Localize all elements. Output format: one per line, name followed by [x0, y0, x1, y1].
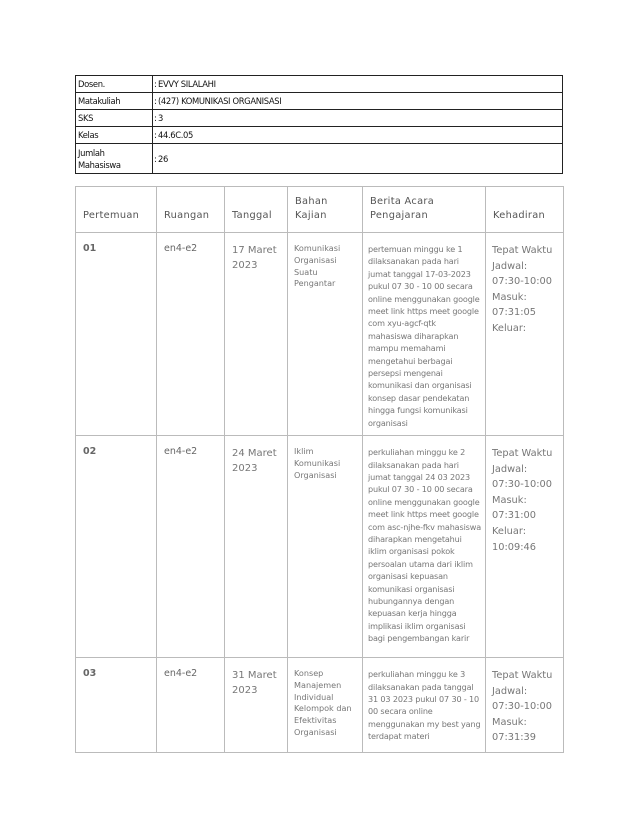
dosen-label: Dosen. [76, 76, 153, 93]
table-row [76, 233, 564, 436]
info-row-dosen [76, 76, 563, 93]
header-bahan-kajian: Bahan Kajian [288, 187, 363, 233]
separator: : [154, 96, 157, 106]
table-header-row [76, 187, 564, 233]
masuk-value: 07:31:00 [492, 510, 536, 522]
pertemuan-cell: 03 [76, 658, 157, 753]
masuk-value: 07:31:39 [492, 732, 536, 744]
jadwal-value: 07:30-10:00 [492, 276, 553, 288]
separator: : [154, 153, 157, 164]
berita-acara-cell: perkuliahan minggu ke 3 dilaksanakan pada tanggal 31 03 2023 pukul 07 30 - 10 00 secara online menggunakan my best yang terdapat materi [363, 658, 486, 753]
pertemuan-cell: 02 [76, 436, 157, 658]
matakuliah-label: Matakuliah [76, 93, 153, 110]
info-row-matakuliah [76, 93, 563, 110]
ruangan-cell: en4-e2 [157, 233, 225, 436]
header-ruangan: Ruangan [157, 187, 225, 233]
jadwal-label: Jadwal: [492, 260, 528, 272]
masuk-label: Masuk: [492, 716, 527, 728]
header-tanggal: Tanggal [225, 187, 288, 233]
attendance-table [75, 186, 564, 753]
masuk-label: Masuk: [492, 291, 527, 303]
tanggal-cell: 31 Maret 2023 [225, 658, 288, 753]
sks-label: SKS [76, 110, 153, 127]
header-kehadiran: Kehadiran [486, 187, 564, 233]
keluar-value: 10:09:46 [492, 541, 536, 553]
kelas-value: 44.6C.05 [158, 130, 194, 140]
matakuliah-value: (427) KOMUNIKASI ORGANISASI [158, 96, 282, 106]
jumlah-value: 26 [158, 153, 168, 164]
table-row [76, 436, 564, 658]
status-text: Tepat Waktu [492, 448, 553, 460]
info-row-sks [76, 110, 563, 127]
separator: : [154, 130, 157, 140]
kehadiran-cell [486, 233, 564, 436]
ruangan-cell: en4-e2 [157, 658, 225, 753]
header-berita-acara: Berita Acara Pengajaran [363, 187, 486, 233]
kehadiran-cell [486, 658, 564, 753]
pertemuan-cell: 01 [76, 233, 157, 436]
bahan-kajian-cell: Konsep Manajemen Individual Kelompok dan Efektivitas Organisasi [288, 658, 363, 753]
masuk-value: 07:31:05 [492, 307, 536, 319]
jumlah-label: Jumlah Mahasiswa [76, 144, 153, 174]
jadwal-value: 07:30-10:00 [492, 479, 553, 491]
info-row-kelas [76, 127, 563, 144]
header-pertemuan: Pertemuan [76, 187, 157, 233]
info-row-jumlah [76, 144, 563, 174]
status-text: Tepat Waktu [492, 670, 553, 682]
jadwal-label: Jadwal: [492, 685, 528, 697]
separator: : [154, 79, 157, 89]
tanggal-cell: 24 Maret 2023 [225, 436, 288, 658]
keluar-label: Keluar: [492, 526, 527, 538]
masuk-label: Masuk: [492, 494, 527, 506]
bahan-kajian-cell: Iklim Komunikasi Organisasi [288, 436, 363, 658]
berita-acara-cell: pertemuan minggu ke 1 dilaksanakan pada hari jumat tanggal 17-03-2023 pukul 07 30 - 10 00 secara online menggunakan google meet link https meet google com xyu-agcf-qtk mahasiswa diharapkan mampu memahami mengetahui berbagai persepsi mengenai komunikasi dan organisasi konsep dasar pendekatan hingga fungsi komunikasi organisasi [363, 233, 486, 436]
jadwal-label: Jadwal: [492, 463, 528, 475]
jadwal-value: 07:30-10:00 [492, 701, 553, 713]
separator: : [154, 113, 157, 123]
kehadiran-cell [486, 436, 564, 658]
table-row [76, 658, 564, 753]
dosen-value: EVVY SILALAHI [158, 79, 216, 89]
keluar-label: Keluar: [492, 322, 527, 334]
ruangan-cell: en4-e2 [157, 436, 225, 658]
bahan-kajian-cell: Komunikasi Organisasi Suatu Pengantar [288, 233, 363, 436]
sks-value: 3 [158, 113, 163, 123]
berita-acara-cell: perkuliahan minggu ke 2 dilaksanakan pada hari jumat tanggal 24 03 2023 pukul 07 30 - 10 00 secara online menggunakan google meet link https meet google com asc-njhe-fkv mahasiswa diharapkan mengetahui iklim organisasi pokok persoalan utama dari iklim organisasi kepuasan komunikasi organisasi hubungannya dengan kepuasan kerja hingga implikasi iklim organisasi bagi pengembangan karir [363, 436, 486, 658]
status-text: Tepat Waktu [492, 245, 553, 256]
kelas-label: Kelas [76, 127, 153, 144]
tanggal-cell: 17 Maret 2023 [225, 233, 288, 436]
course-info-table [75, 75, 563, 174]
